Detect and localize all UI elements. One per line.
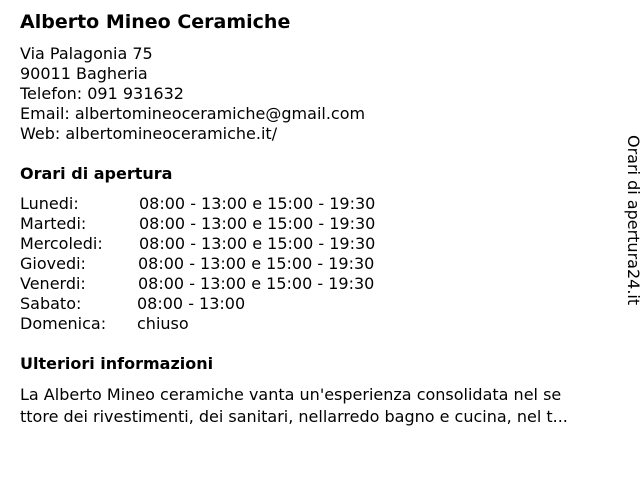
time-value: chiuso: [137, 314, 189, 333]
time-value: 08:00 - 13:00 e 15:00 - 19:30: [139, 234, 376, 253]
web-line[interactable]: Web: albertomineoceramiche.it/: [20, 124, 278, 143]
day-label: Mercoledi:: [20, 234, 103, 253]
site-watermark: [603, 135, 643, 306]
day-label: Giovedi:: [20, 254, 86, 273]
opening-hours-heading: Orari di apertura: [20, 164, 173, 183]
watermark-text: Orari di apertura24.it: [624, 135, 643, 306]
description-line: ttore dei rivestimenti, dei sanitari, nellarredo bagno e cucina, nel t...: [20, 407, 568, 426]
contact-block: [20, 44, 365, 144]
email-line[interactable]: Email: albertomineoceramiche@gmail.com: [20, 104, 366, 123]
city-line: 90011 Bagheria: [20, 64, 148, 83]
more-info-heading: Ulteriori informazioni: [20, 354, 214, 373]
time-value: 08:00 - 13:00 e 15:00 - 19:30: [138, 274, 375, 293]
day-label: Sabato:: [20, 294, 82, 313]
time-value: 08:00 - 13:00 e 15:00 - 19:30: [139, 214, 376, 233]
day-label: Martedi:: [20, 214, 87, 233]
business-name: Alberto Mineo Ceramiche: [20, 11, 291, 33]
address-line: Via Palagonia 75: [20, 44, 153, 63]
time-value: 08:00 - 13:00: [137, 294, 246, 313]
description-line: La Alberto Mineo ceramiche vanta un'esperienza consolidata nel se: [20, 385, 562, 404]
phone-line[interactable]: Telefon: 091 931632: [20, 84, 184, 103]
day-label: Domenica:: [20, 314, 107, 333]
time-value: 08:00 - 13:00 e 15:00 - 19:30: [139, 194, 376, 213]
day-label: Venerdi:: [20, 274, 86, 293]
business-description: [20, 384, 620, 428]
day-label: Lunedi:: [20, 194, 79, 213]
time-value: 08:00 - 13:00 e 15:00 - 19:30: [138, 254, 375, 273]
